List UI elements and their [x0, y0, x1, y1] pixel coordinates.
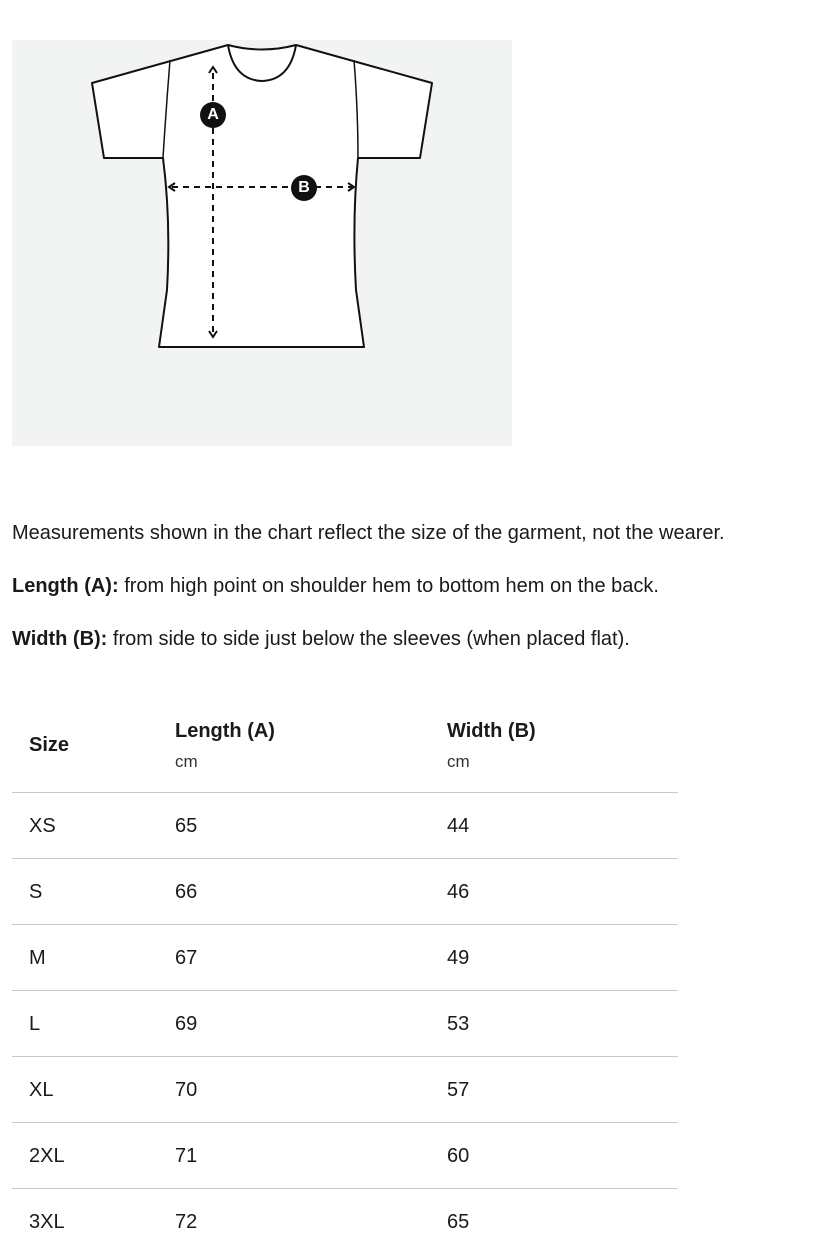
- length-cell: 71: [175, 1145, 198, 1167]
- width-column-title: Width (B): [447, 720, 536, 742]
- table-row: [12, 793, 678, 859]
- size-column-header: Size: [29, 734, 70, 756]
- width-cell: 49: [447, 947, 470, 969]
- table-row: [12, 1189, 678, 1254]
- size-cell: L: [29, 1013, 41, 1035]
- size-cell: XL: [29, 1079, 54, 1101]
- size-cell: M: [29, 947, 46, 969]
- width-cell: 53: [447, 1013, 470, 1035]
- marker-b-badge: B: [291, 175, 317, 201]
- table-row: [12, 1123, 678, 1189]
- width-cell: 44: [447, 815, 470, 837]
- size-cell: 3XL: [29, 1211, 65, 1233]
- width-description: [12, 627, 630, 651]
- length-description-label: Length (A):: [12, 575, 119, 597]
- width-column-unit: cm: [447, 752, 470, 771]
- tshirt-outline-icon: [12, 40, 512, 446]
- measurement-note: Measurements shown in the chart reflect the size of the garment, not the wearer.: [12, 522, 725, 544]
- length-column-title: Length (A): [175, 720, 275, 742]
- table-row: [12, 991, 678, 1057]
- width-description-label: Width (B):: [12, 628, 108, 650]
- width-cell: 46: [447, 881, 470, 903]
- length-cell: 70: [175, 1079, 198, 1101]
- width-cell: 65: [447, 1211, 470, 1233]
- width-cell: 57: [447, 1079, 470, 1101]
- width-cell: 60: [447, 1145, 470, 1167]
- size-chart-table: [12, 700, 678, 1254]
- table-row: [12, 925, 678, 991]
- table-row: [12, 859, 678, 925]
- length-cell: 72: [175, 1211, 198, 1233]
- length-cell: 65: [175, 815, 198, 837]
- size-cell: S: [29, 881, 43, 903]
- length-description-text: from high point on shoulder hem to bottom hem on the back.: [118, 575, 659, 597]
- width-description-text: from side to side just below the sleeves (when placed flat).: [107, 628, 630, 650]
- width-column-header: [447, 719, 536, 773]
- tshirt-measurement-diagram: [12, 40, 512, 446]
- size-cell: 2XL: [29, 1145, 65, 1167]
- size-cell: XS: [29, 815, 56, 837]
- length-cell: 67: [175, 947, 198, 969]
- table-header: [12, 700, 678, 793]
- length-column-header: [175, 719, 275, 773]
- length-description: [12, 574, 659, 598]
- length-column-unit: cm: [175, 752, 198, 771]
- marker-a-badge: A: [200, 102, 226, 128]
- length-cell: 66: [175, 881, 198, 903]
- length-cell: 69: [175, 1013, 198, 1035]
- table-row: [12, 1057, 678, 1123]
